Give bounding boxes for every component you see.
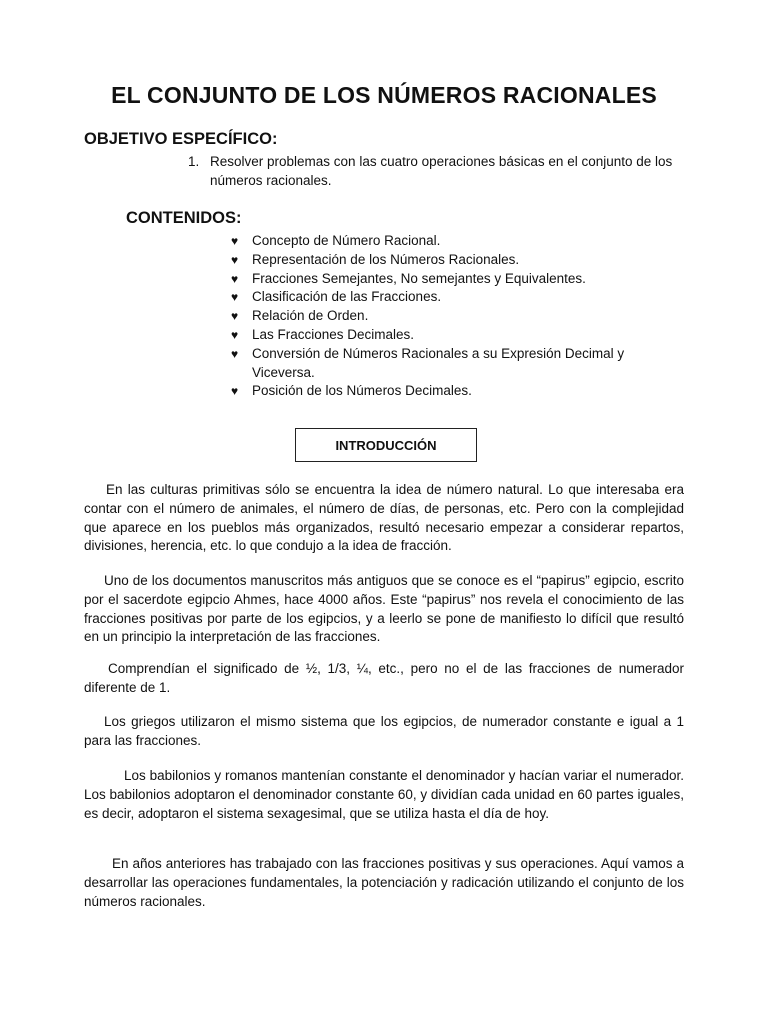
contents-item xyxy=(231,270,661,289)
page-title: EL CONJUNTO DE LOS NÚMEROS RACIONALES xyxy=(111,82,657,108)
intro-paragraph: En las culturas primitivas sólo se encuentra la idea de número natural. Lo que interesaba era contar con el número de animales, el número de días, de personas, etc. Pero con la complejidad que aparece en los pueblos más organizados, resultó necesario empezar a considerar repartos, divisiones, herencia, etc. lo que condujo a la idea de fracción. xyxy=(84,482,684,554)
intro-paragraph: Uno de los documentos manuscritos más antiguos que se conoce es el “papirus” egipcio, escrito por el sacerdote egipcio Ahmes, hace 4000 años. Este “papirus” nos revela el conocimiento de las fracciones positivas por parte de los egipcios, y a leerlo se pone de manifiesto lo difícil que resultó en un principio la interpretación de las fracciones. xyxy=(84,573,684,645)
contents-item-text: Clasificación de las Fracciones. xyxy=(252,289,442,305)
contents-item xyxy=(231,288,661,307)
contents-item xyxy=(231,382,661,401)
contents-item-text: Concepto de Número Racional. xyxy=(252,233,441,248)
objective-heading: OBJETIVO ESPECÍFICO: xyxy=(84,130,278,148)
contents-item-text: Las Fracciones Decimales. xyxy=(252,326,415,342)
heart-bullet-icon: ♥ xyxy=(231,234,239,248)
contents-item-text: Relación de Orden. xyxy=(252,308,369,324)
intro-paragraph: Los babilonios y romanos mantenían constante el denominador y hacían variar el numerador. Los babilonios adoptaron el denominador constante 60, y dividían cada unidad en 60 partes iguales, es decir, adoptaron el sistema sexagesimal, que se utiliza hasta el día de hoy. xyxy=(84,768,684,821)
objective-item-text: Resolver problemas con las cuatro operaciones básicas en el conjunto de los números racionales. xyxy=(210,154,673,188)
heart-bullet-icon: ♥ xyxy=(231,384,239,399)
contents-item xyxy=(231,307,661,326)
contents-item xyxy=(231,232,661,251)
heart-bullet-icon: ♥ xyxy=(231,252,239,267)
intro-paragraph: En años anteriores has trabajado con las fracciones positivas y sus operaciones. Aquí vamos a desarrollar las operaciones fundamentales, la potenciación y radicación utilizando el conjunto de los números racionales. xyxy=(84,856,684,909)
objective-item-number: 1. xyxy=(188,154,200,169)
contents-list xyxy=(231,232,661,401)
intro-paragraph: Comprendían el significado de ½, 1/3, ¼, etc., pero no el de las fracciones de numerador diferente de 1. xyxy=(84,661,684,695)
heart-bullet-icon: ♥ xyxy=(231,271,239,286)
heart-bullet-icon: ♥ xyxy=(231,327,239,342)
contents-item xyxy=(231,345,661,383)
introduction-heading-box xyxy=(295,428,477,462)
contents-item xyxy=(231,326,661,345)
objective-list xyxy=(188,152,688,190)
objective-item xyxy=(188,152,688,190)
contents-heading: CONTENIDOS: xyxy=(126,209,242,227)
contents-item xyxy=(231,251,661,270)
contents-item-text: Posición de los Números Decimales. xyxy=(252,383,472,399)
heart-bullet-icon: ♥ xyxy=(231,309,239,324)
contents-item-text: Fracciones Semejantes, No semejantes y Equivalentes. xyxy=(252,270,586,286)
contents-item-text: Representación de los Números Racionales. xyxy=(252,251,520,267)
heart-bullet-icon: ♥ xyxy=(231,346,239,361)
intro-paragraph: Los griegos utilizaron el mismo sistema que los egipcios, de numerador constante e igual a 1 para las fracciones. xyxy=(84,714,684,748)
heart-bullet-icon: ♥ xyxy=(231,290,239,305)
introduction-heading: INTRODUCCIÓN xyxy=(335,437,437,453)
contents-item-text: Conversión de Números Racionales a su Expresión Decimal y Viceversa. xyxy=(252,345,625,380)
